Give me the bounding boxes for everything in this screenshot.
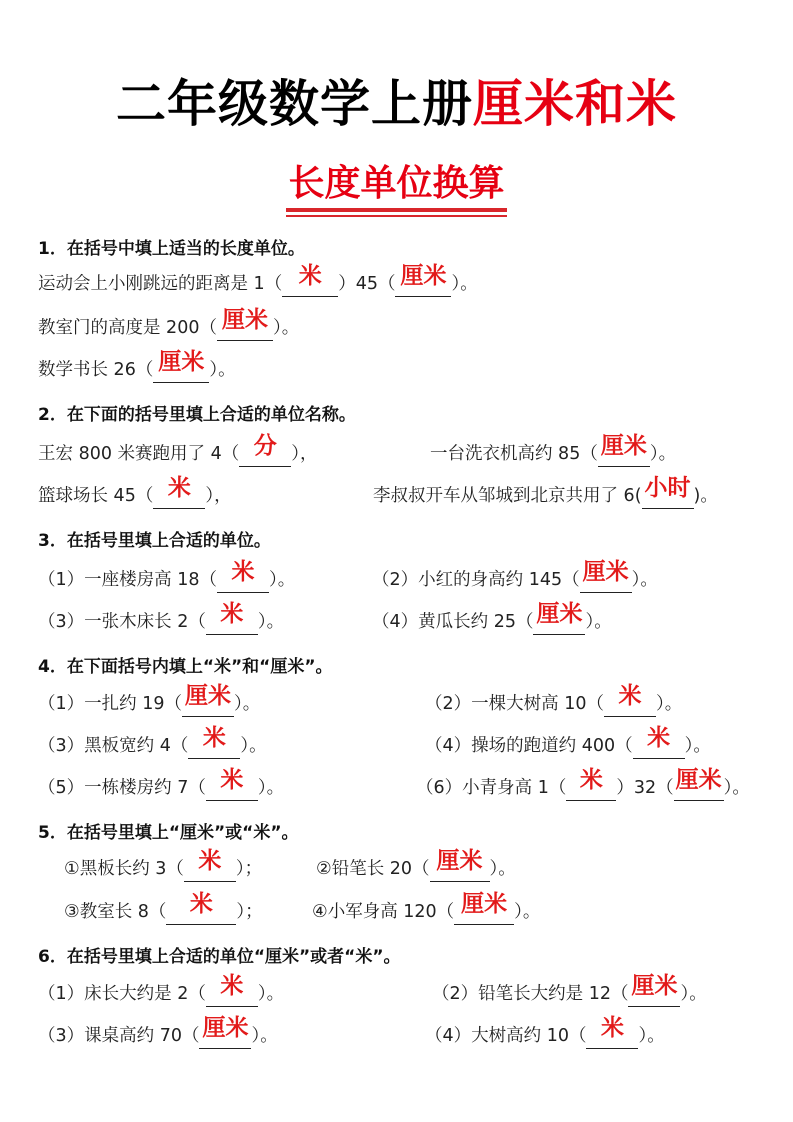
q4-item-3-text: （3）黑板宽约 4（ bbox=[38, 736, 189, 756]
page-title bbox=[0, 74, 793, 134]
answer-blank[interactable] bbox=[674, 767, 724, 801]
q4-item-1-text: （1）一扎约 19（ bbox=[38, 694, 182, 714]
q1-line-2-text: 教室门的高度是 200（ bbox=[38, 318, 217, 338]
q6-item-3-text: （3）课桌高约 70（ bbox=[38, 1026, 200, 1046]
q4-item-1 bbox=[38, 683, 261, 717]
q2-item-4 bbox=[373, 475, 718, 509]
q5-heading: 5．在括号里填上“厘米”或“米”。 bbox=[38, 823, 299, 843]
q5-item-4 bbox=[312, 891, 541, 925]
q6-item-2-end: ）。 bbox=[680, 984, 707, 1004]
q2-item-2 bbox=[430, 433, 677, 467]
answer-text: 米 bbox=[220, 601, 244, 627]
q1-line-3 bbox=[38, 349, 236, 383]
answer-text: 米 bbox=[600, 1015, 624, 1041]
answer-text: 米 bbox=[167, 475, 191, 501]
answer-text: 分 bbox=[253, 433, 277, 459]
q4-item-6 bbox=[416, 767, 750, 801]
answer-text: 厘米 bbox=[158, 349, 205, 375]
q5-item-2-end: ）。 bbox=[489, 859, 516, 879]
answer-text: 米 bbox=[579, 767, 603, 793]
q3-item-4-end: ）。 bbox=[585, 612, 612, 632]
q5-item-1-text: ①黑板长约 3（ bbox=[64, 859, 184, 879]
q1-line-2-end: ）。 bbox=[272, 318, 300, 338]
answer-text: 米 bbox=[298, 263, 322, 289]
answer-blank[interactable] bbox=[206, 973, 258, 1007]
answer-blank[interactable] bbox=[199, 1015, 251, 1049]
q6-item-2 bbox=[432, 973, 707, 1007]
answer-blank[interactable] bbox=[604, 683, 656, 717]
q2-item-3 bbox=[38, 475, 232, 509]
q3-item-2-text: （2）小红的身高约 145（ bbox=[372, 570, 580, 590]
answer-text: 米 bbox=[202, 725, 226, 751]
q6-item-4-end: ）。 bbox=[638, 1026, 665, 1046]
q1-line-3-end: ）。 bbox=[209, 360, 236, 380]
answer-text: 厘米 bbox=[400, 263, 447, 289]
q6-item-3 bbox=[38, 1015, 278, 1049]
title-black-part: 二年级数学上册 bbox=[116, 75, 473, 133]
q2-item-2-end: ）。 bbox=[649, 444, 677, 464]
q6-item-4 bbox=[425, 1015, 665, 1049]
q1-line-1-text: 运动会上小刚跳远的距离是 1（ bbox=[38, 274, 283, 294]
q6-item-1 bbox=[38, 973, 285, 1007]
q3-item-1-end: ）。 bbox=[268, 570, 296, 590]
answer-text: 小时 bbox=[644, 475, 691, 501]
answer-blank[interactable] bbox=[586, 1015, 638, 1049]
q1-line-1 bbox=[38, 263, 478, 297]
q2-item-3-end: ）， bbox=[205, 486, 232, 506]
q2-heading: 2．在下面的括号里填上合适的单位名称。 bbox=[38, 405, 356, 425]
q5-item-1 bbox=[64, 848, 263, 882]
answer-text: 米 bbox=[618, 683, 642, 709]
q1-line-1-end: ）。 bbox=[451, 274, 478, 294]
answer-text: 米 bbox=[647, 725, 671, 751]
answer-text: 米 bbox=[220, 767, 244, 793]
q6-item-2-text: （2）铅笔长大约是 12（ bbox=[432, 984, 629, 1004]
answer-blank[interactable] bbox=[153, 475, 205, 509]
answer-blank[interactable] bbox=[430, 848, 490, 882]
answer-text: 厘米 bbox=[221, 307, 268, 333]
answer-blank[interactable] bbox=[188, 725, 240, 759]
q2-item-4-end: )。 bbox=[693, 486, 718, 506]
answer-blank[interactable] bbox=[206, 601, 258, 635]
q4-item-5-text: （5）一栋楼房约 7（ bbox=[38, 778, 206, 798]
answer-text: 厘米 bbox=[631, 973, 678, 999]
q3-heading: 3．在括号里填上合适的单位。 bbox=[38, 531, 271, 551]
q5-item-4-text: ④小军身高 120（ bbox=[312, 902, 455, 922]
q6-item-4-text: （4）大树高约 10（ bbox=[425, 1026, 587, 1046]
title-red-part: 厘米和米 bbox=[473, 75, 677, 133]
answer-text: 厘米 bbox=[582, 559, 629, 585]
answer-text: 米 bbox=[198, 848, 222, 874]
answer-blank[interactable] bbox=[395, 263, 451, 297]
q2-item-2-text: 一台洗衣机高约 85（ bbox=[430, 444, 598, 464]
q2-item-1 bbox=[38, 433, 318, 467]
answer-blank[interactable] bbox=[182, 683, 234, 717]
answer-text: 米 bbox=[231, 559, 255, 585]
answer-text: 厘米 bbox=[184, 683, 231, 709]
answer-blank[interactable] bbox=[566, 767, 616, 801]
q3-item-1 bbox=[38, 559, 296, 593]
q6-heading: 6．在括号里填上合适的单位“厘米”或者“米”。 bbox=[38, 947, 401, 967]
answer-blank[interactable] bbox=[598, 433, 650, 467]
answer-blank[interactable] bbox=[633, 725, 685, 759]
answer-text: 米 bbox=[189, 891, 213, 917]
answer-blank[interactable] bbox=[282, 263, 338, 297]
answer-blank[interactable] bbox=[642, 475, 694, 509]
q6-item-1-text: （1）床长大约是 2（ bbox=[38, 984, 206, 1004]
q3-item-1-text: （1）一座楼房高 18（ bbox=[38, 570, 217, 590]
q4-item-4-text: （4）操场的跑道约 400（ bbox=[425, 736, 633, 756]
answer-blank[interactable] bbox=[580, 559, 632, 593]
q4-item-1-end: ）。 bbox=[233, 694, 261, 714]
q4-item-2 bbox=[425, 683, 683, 717]
q4-heading: 4．在下面括号内填上“米”和“厘米”。 bbox=[38, 657, 333, 677]
answer-blank[interactable] bbox=[217, 559, 269, 593]
q4-item-4-end: ）。 bbox=[684, 736, 711, 756]
q5-item-2-text: ②铅笔长 20（ bbox=[316, 859, 430, 879]
answer-text: 厘米 bbox=[600, 433, 647, 459]
answer-text: 厘米 bbox=[461, 891, 508, 917]
answer-blank[interactable] bbox=[628, 973, 680, 1007]
q2-item-3-text: 篮球场长 45（ bbox=[38, 486, 154, 506]
q4-item-5 bbox=[38, 767, 285, 801]
answer-blank[interactable] bbox=[166, 891, 236, 925]
answer-blank[interactable] bbox=[184, 848, 236, 882]
q3-item-4-text: （4）黄瓜长约 25（ bbox=[372, 612, 534, 632]
q5-item-3-text: ③教室长 8（ bbox=[64, 902, 167, 922]
answer-text: 厘米 bbox=[202, 1015, 249, 1041]
q1-heading: 1．在括号中填上适当的长度单位。 bbox=[38, 239, 305, 259]
q6-item-1-end: ）。 bbox=[257, 984, 285, 1004]
answer-blank[interactable] bbox=[239, 433, 291, 467]
q4-item-6-end: ）。 bbox=[723, 778, 750, 798]
answer-text: 厘米 bbox=[675, 767, 722, 793]
q4-item-4 bbox=[425, 725, 711, 759]
q3-item-4 bbox=[372, 601, 612, 635]
q5-item-2 bbox=[316, 848, 516, 882]
q3-item-2-end: ）。 bbox=[631, 570, 658, 590]
answer-blank[interactable] bbox=[153, 349, 209, 383]
answer-blank[interactable] bbox=[533, 601, 585, 635]
q1-line-3-text: 数学书长 26（ bbox=[38, 360, 154, 380]
answer-text: 米 bbox=[220, 973, 244, 999]
q3-item-2 bbox=[372, 559, 658, 593]
answer-blank[interactable] bbox=[206, 767, 258, 801]
q4-item-2-end: ）。 bbox=[655, 694, 683, 714]
q2-item-1-end: ）， bbox=[291, 444, 318, 464]
q3-item-3-end: ）。 bbox=[257, 612, 285, 632]
q5-item-3-end: ）； bbox=[236, 902, 263, 922]
q4-item-5-end: ）。 bbox=[257, 778, 285, 798]
q5-item-3 bbox=[64, 891, 263, 925]
q5-item-4-end: ）。 bbox=[514, 902, 541, 922]
q2-item-4-text: 李叔叔开车从邹城到北京共用了 6( bbox=[373, 486, 642, 506]
q4-item-3 bbox=[38, 725, 267, 759]
q4-item-3-end: ）。 bbox=[240, 736, 267, 756]
q4-item-6-mid: ）32（ bbox=[616, 778, 674, 798]
q6-item-3-end: ）。 bbox=[251, 1026, 278, 1046]
answer-blank[interactable] bbox=[454, 891, 514, 925]
answer-blank[interactable] bbox=[217, 307, 273, 341]
q5-item-1-end: ）； bbox=[235, 859, 263, 879]
q1-line-2 bbox=[38, 307, 300, 341]
answer-text: 厘米 bbox=[436, 848, 483, 874]
q3-item-3-text: （3）一张木床长 2（ bbox=[38, 612, 206, 632]
answer-text: 厘米 bbox=[536, 601, 583, 627]
q1-line-1-mid: ）45（ bbox=[338, 274, 396, 294]
subtitle: 长度单位换算 bbox=[286, 162, 506, 212]
q3-item-3 bbox=[38, 601, 285, 635]
q4-item-6-text: （6）小青身高 1（ bbox=[416, 778, 567, 798]
q4-item-2-text: （2）一棵大树高 10（ bbox=[425, 694, 604, 714]
q2-item-1-text: 王宏 800 米赛跑用了 4（ bbox=[38, 444, 240, 464]
